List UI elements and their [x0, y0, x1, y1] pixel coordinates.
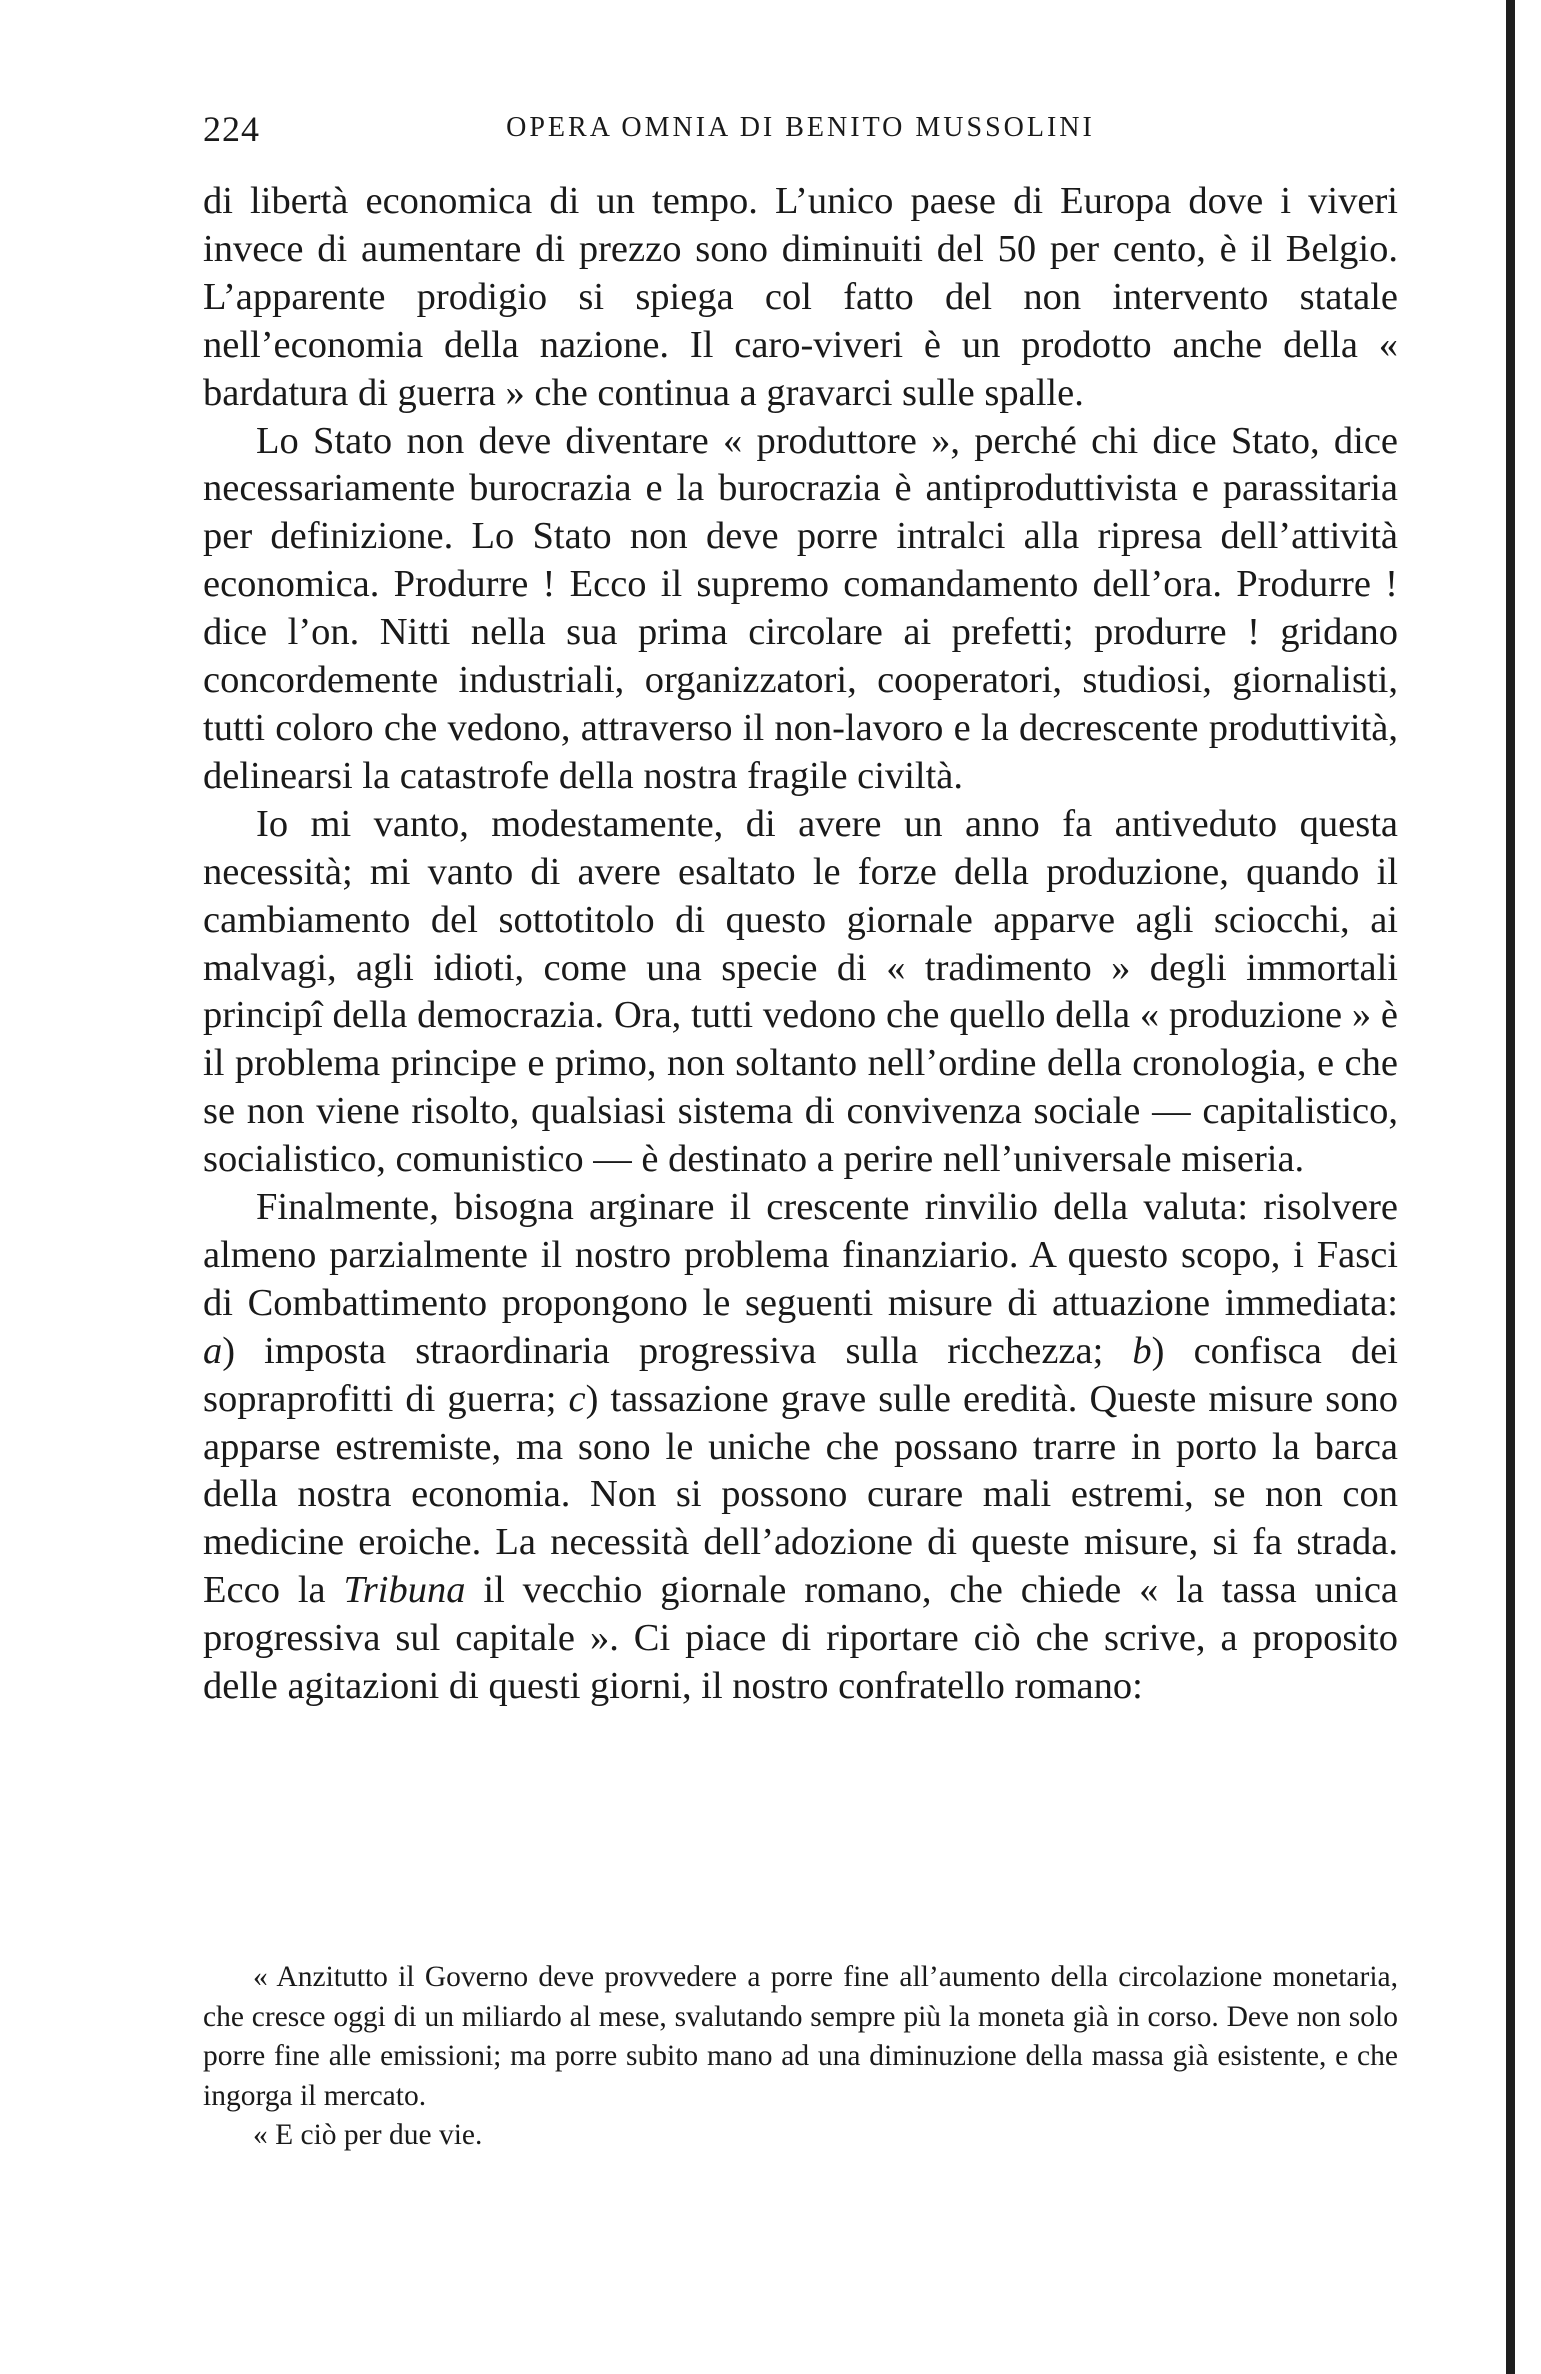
paragraph-valuta-part-1: Finalmente, bisogna arginare il crescente rinvilio della valuta: risolvere almeno parzialmente il nostro problema finanziario. A questo scopo, i Fasci di Combattimento propongono le seguenti misure di attuazione immediata:: [203, 1186, 1398, 1324]
block-quotation: [203, 1958, 1398, 2156]
newspaper-title: Tribuna: [343, 1569, 466, 1612]
list-marker-a: a: [203, 1329, 223, 1372]
running-title: OPERA OMNIA DI BENITO MUSSOLINI: [506, 112, 1095, 143]
paragraph-produzione: Io mi vanto, modestamente, di avere un anno fa antiveduto questa necessità; mi vanto di avere esaltato le forze della produzione, quando il cambiamento del sottotitolo di questo giornale apparve agli sciocchi, ai malvagi, agli idioti, come una specie di « tradimento » degli immortali principî della democrazia. Ora, tutti vedono che quello della « produzione » è il problema principe e primo, non soltanto nell’ordine della cronologia, e che se non viene risolto, qualsiasi sistema di convivenza sociale — capitalistico, socialistico, comunistico — è destinato a perire nell’universale miseria.: [203, 802, 1398, 1181]
main-text: [203, 178, 1398, 1711]
list-marker-c: c: [568, 1377, 586, 1420]
paragraph-valuta-part-2: ) imposta straordinaria progressiva sulla ricchezza;: [222, 1329, 1133, 1372]
paragraph-stato-produttore: Lo Stato non deve diventare « produttore », perché chi dice Stato, dice necessariamente burocrazia e la burocrazia è antiproduttivista e parassitaria per definizione. Lo Stato non deve porre intralci alla ripresa dell’attività economica. Produrre ! Ecco il supremo comandamento dell’ora. Produrre ! dice l’on. Nitti nella sua prima circolare ai prefetti; produrre ! gridano concordemente industriali, organizzatori, cooperatori, studiosi, giornalisti, tutti coloro che vedono, attraverso il non-lavoro e la decrescente produttività, delinearsi la catastrofe della nostra fragile civiltà.: [203, 419, 1398, 797]
page-header: [203, 108, 1398, 158]
quotation-paragraph: « E ciò per due vie.: [253, 2119, 483, 2151]
paragraph-continuation: di libertà economica di un tempo. L’unico paese di Europa dove i viveri invece di aumentare di prezzo sono diminuiti del 50 per cento, è il Belgio. L’apparente prodigio si spiega col fatto del non intervento statale nell’economia della nazione. Il caro-viveri è un prodotto anche della « bardatura di guerra » che continua a gravarci sulle spalle.: [203, 180, 1398, 414]
paragraph-valuta-part-3: ) confisca dei sopraprofitti di guerra;: [203, 1329, 1399, 1420]
page-number: 224: [203, 109, 260, 149]
list-marker-b: b: [1132, 1329, 1152, 1372]
paragraph-valuta: [203, 1184, 1398, 1711]
quotation-paragraph: « Anzitutto il Governo deve provvedere a porre fine all’aumento della circolazione monetaria, che cresce oggi di un miliardo al mese, svalutando sempre più la moneta già in corso. Deve non solo porre fine alle emissioni; ma porre subito mano ad una diminuzione della massa già esistente, e che ingorga il mercato.: [203, 1961, 1398, 2112]
paragraph-valuta-part-5: il vecchio giornale romano, che chiede « la tassa unica progressiva sul capitale ». Ci piace di riportare ciò che scrive, a proposito delle agitazioni di questi giorni, il nostro confratello romano:: [203, 1569, 1398, 1708]
paragraph-valuta-part-4: ) tassazione grave sulle eredità. Queste misure sono apparse estremiste, ma sono le uniche che possano trarre in porto la barca della nostra economia. Non si possono curare mali estremi, se non con medicine eroiche. La necessità dell’adozione di queste misure, si fa strada. Ecco la: [203, 1377, 1399, 1612]
page-edge-shadow: [1506, 0, 1515, 2374]
